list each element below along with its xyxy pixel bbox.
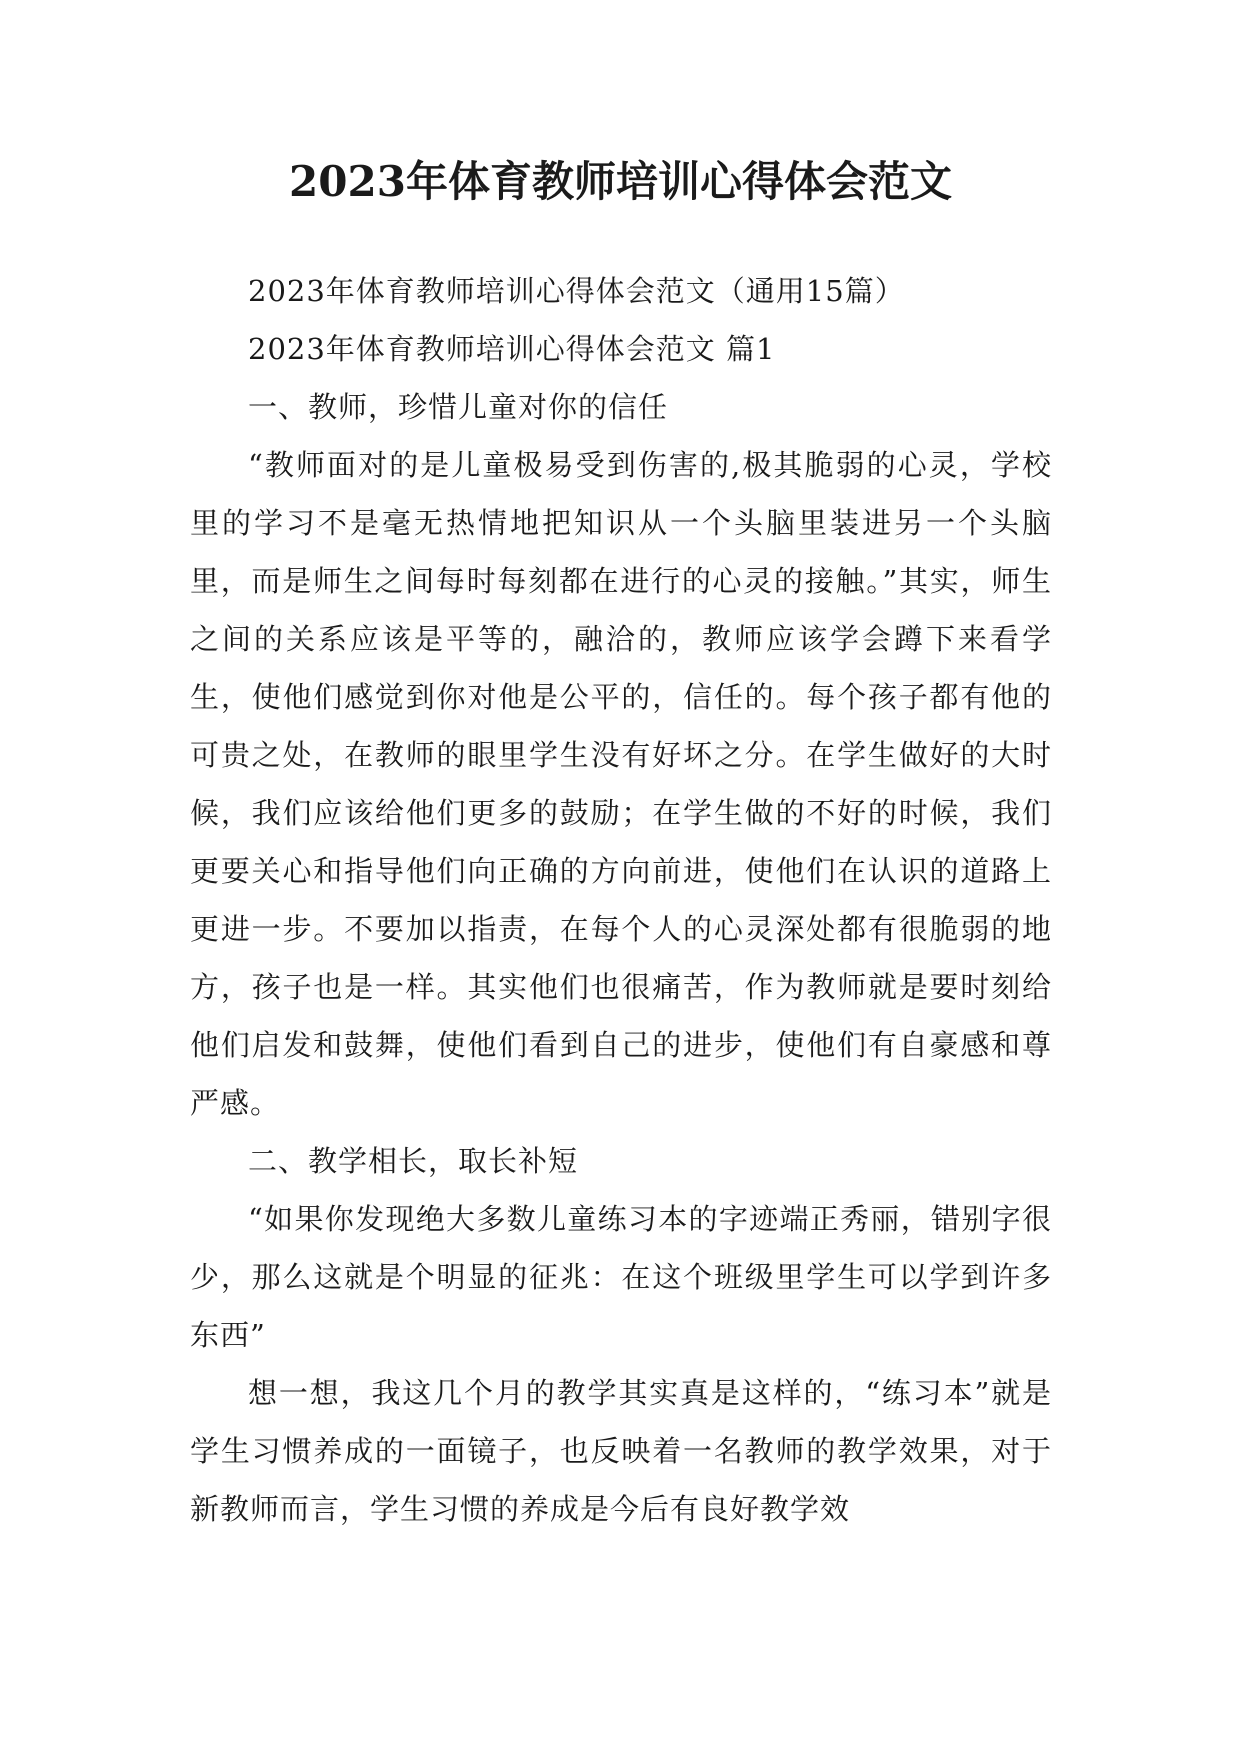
document-title: 2023年体育教师培训心得体会范文	[289, 157, 952, 206]
paragraph-text: 想一想，我这几个月的教学其实真是这样的，“练习本”就是学生习惯养成的一面镜子，也反映着一名教师的教学效果，对于新教师而言，学生习惯的养成是今后有良好教学效	[190, 1376, 1052, 1526]
paragraph-heading-two: 二、教学相长，取长补短	[248, 1144, 579, 1178]
document-body	[190, 262, 1052, 1538]
paragraph-text: “教师面对的是儿童极易受到伤害的,极其脆弱的心灵，学校里的学习不是毫无热情地把知识从一个头脑里装进另一个头脑里，而是师生之间每时每刻都在进行的心灵的接触。”其实，师生之间的关系应该是平等的，融洽的，教师应该学会蹲下来看学生，使他们感觉到你对他是公平的，信任的。每个孩子都有他的可贵之处，在教师的眼里学生没有好坏之分。在学生做好的大时候，我们应该给他们更多的鼓励；在学生做的不好的时候，我们更要关心和指导他们向正确的方向前进，使他们在认识的道路上更进一步。不要加以指责，在每个人的心灵深处都有很脆弱的地方，孩子也是一样。其实他们也很痛苦，作为教师就是要时刻给他们启发和鼓舞，使他们看到自己的进步，使他们有自豪感和尊严感。	[190, 448, 1052, 1120]
paragraph-heading-one: 一、教师，珍惜儿童对你的信任	[248, 390, 669, 424]
paragraph-section-heading: 2023年体育教师培训心得体会范文 篇1	[248, 332, 776, 366]
paragraph-subtitle: 2023年体育教师培训心得体会范文（通用15篇）	[248, 274, 905, 308]
paragraph-text: “如果你发现绝大多数儿童练习本的字迹端正秀丽，错别字很少，那么这就是个明显的征兆：在这个班级里学生可以学到许多东西”	[190, 1202, 1052, 1352]
